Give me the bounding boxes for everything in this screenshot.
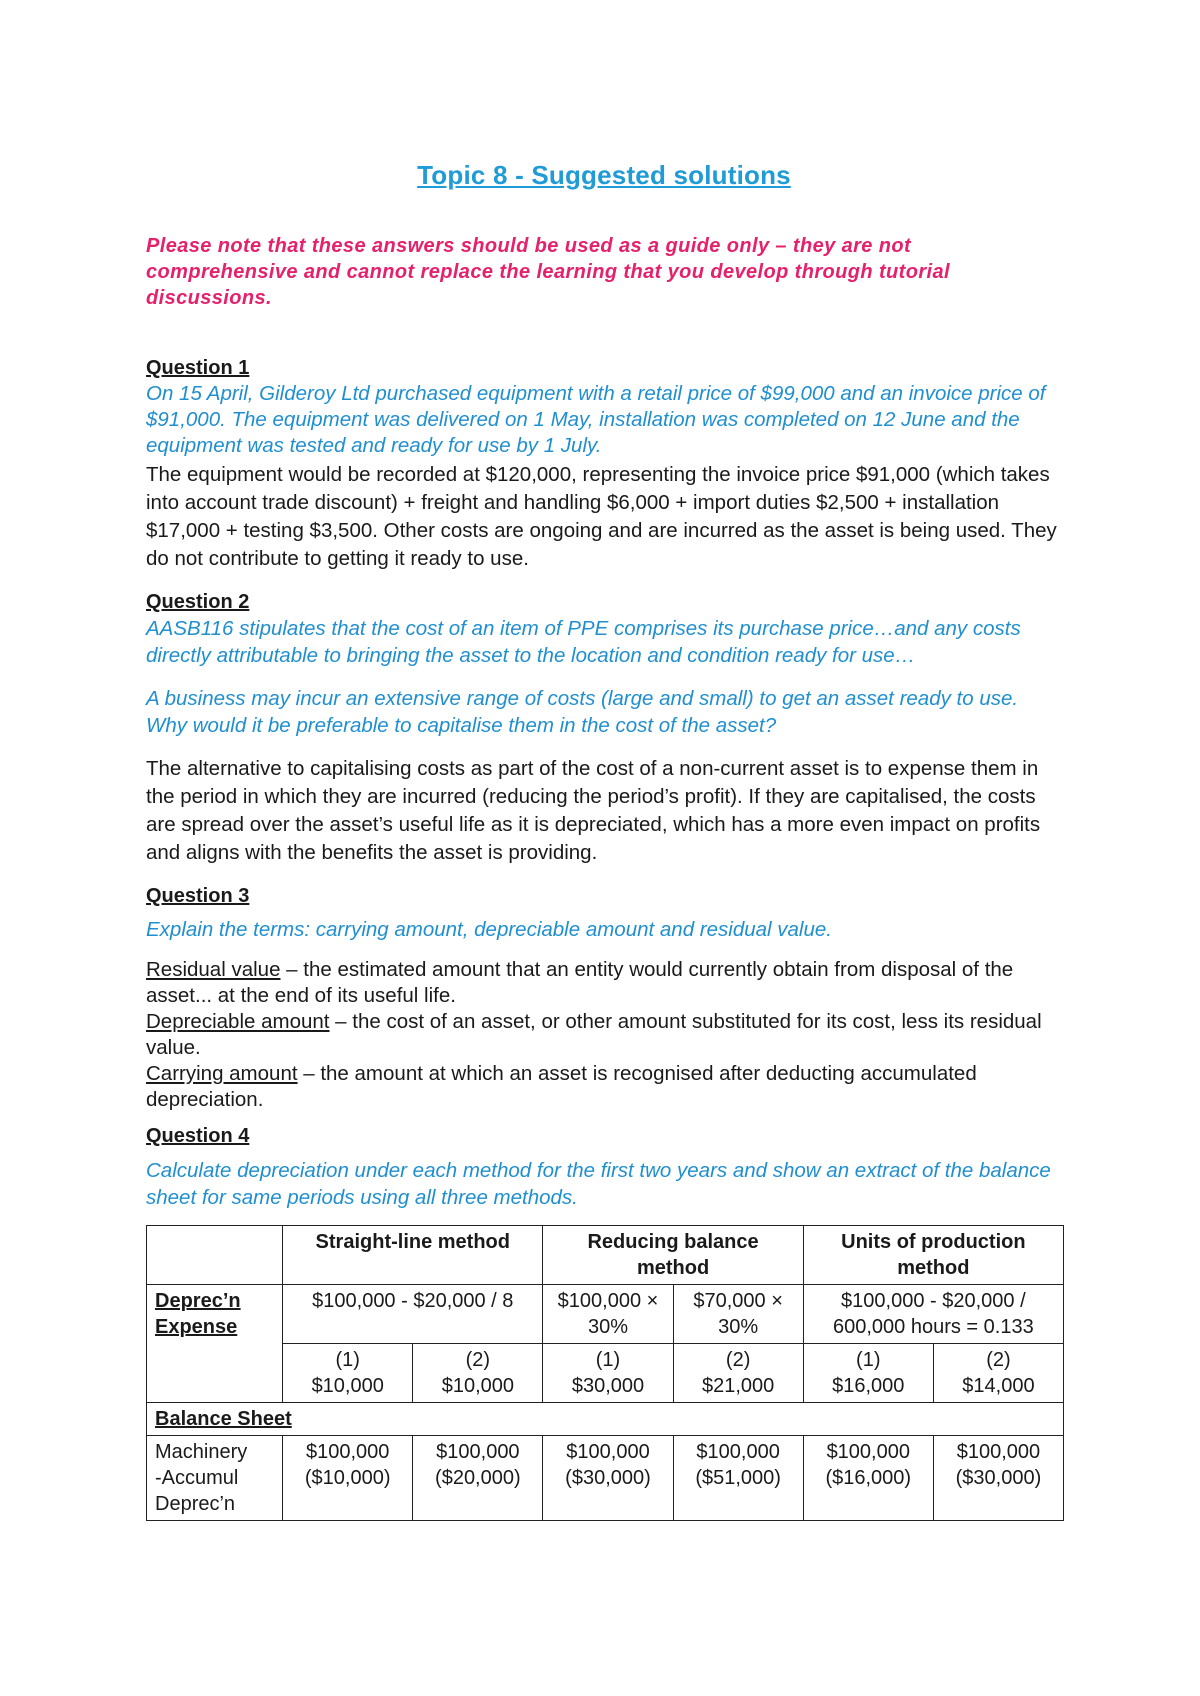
year-cell <box>803 1344 933 1403</box>
bs-accum: ($16,000) <box>825 1467 912 1489</box>
year-cell <box>283 1344 413 1403</box>
reducing-balance-formula-2: $70,000 × 30% <box>673 1285 803 1344</box>
bs-label-line: Machinery <box>155 1441 248 1463</box>
bs-accum: ($30,000) <box>565 1467 651 1489</box>
document-content <box>146 150 1062 1521</box>
year-value: $21,000 <box>701 1375 775 1397</box>
year-value: $16,000 <box>832 1375 905 1397</box>
reducing-balance-formula-1: $100,000 × 30% <box>543 1285 673 1344</box>
year-label: (2) <box>725 1349 751 1371</box>
term-label: Residual value <box>146 958 281 981</box>
table-row <box>147 1344 1064 1403</box>
header-units-of-production: Units of production method <box>803 1226 1063 1285</box>
question-2-prompt-2: A business may incur an extensive range of costs (large and small) to get an asset ready to use. Why would it be preferable to capitalise them in the cost of the asset? <box>146 687 1019 737</box>
header-reducing-balance: Reducing balance method <box>543 1226 803 1285</box>
question-4-prompt: Calculate depreciation under each method for the first two years and show an extract of the balance sheet for same periods using all three methods. <box>146 1159 1051 1209</box>
year-label: (2) <box>465 1349 491 1371</box>
page-title: Topic 8 - Suggested solutions <box>417 160 791 190</box>
depreciation-table <box>146 1225 1064 1521</box>
bs-cost: $100,000 <box>566 1441 650 1463</box>
term-definition: – the cost of an asset, or other amount substituted for its cost, less its residual value. <box>146 1010 1042 1059</box>
row-label-depreciation-expense <box>147 1285 283 1403</box>
bs-cost: $100,000 <box>306 1441 390 1463</box>
bs-accum: ($20,000) <box>435 1467 521 1489</box>
year-value: $14,000 <box>962 1375 1035 1397</box>
year-value: $30,000 <box>571 1375 645 1397</box>
bs-cell <box>283 1436 413 1521</box>
balance-sheet-row-label <box>147 1436 283 1521</box>
question-2-heading: Question 2 <box>146 591 250 613</box>
year-value: $10,000 <box>441 1375 514 1397</box>
term-depreciable-amount <box>146 1009 1062 1061</box>
term-residual-value <box>146 957 1062 1009</box>
bs-cell <box>413 1436 543 1521</box>
question-1-prompt: On 15 April, Gilderoy Ltd purchased equipment with a retail price of $99,000 and an invoice price of $91,000. The equipment was delivered on 1 May, installation was completed on 12 June and the equipment was tested and ready for use by 1 July. <box>146 382 1046 457</box>
question-4-heading: Question 4 <box>146 1125 250 1147</box>
table-header-row <box>147 1226 1064 1285</box>
question-2-answer: The alternative to capitalising costs as part of the cost of a non-current asset is to expense them in the period in which they are incurred (reducing the period’s profit). If they are capitalised, the costs are spread over the asset’s useful life as it is depreciated, which has a more even impact on profits and aligns with the benefits the asset is providing. <box>146 757 1041 864</box>
balance-sheet-heading <box>147 1403 1064 1436</box>
bs-accum: ($51,000) <box>695 1467 781 1489</box>
term-label: Carrying amount <box>146 1062 298 1085</box>
bs-cost: $100,000 <box>956 1441 1041 1463</box>
table-corner-cell <box>147 1226 283 1285</box>
header-straight-line: Straight-line method <box>283 1226 543 1285</box>
year-label: (1) <box>856 1349 881 1371</box>
year-cell <box>413 1344 543 1403</box>
bs-cell <box>673 1436 803 1521</box>
question-1-heading: Question 1 <box>146 357 250 379</box>
bs-cost: $100,000 <box>696 1441 780 1463</box>
term-label: Depreciable amount <box>146 1010 330 1033</box>
straight-line-formula: $100,000 - $20,000 / 8 <box>283 1285 543 1344</box>
row-label-line: Deprec’n <box>155 1290 241 1312</box>
year-cell <box>933 1344 1063 1403</box>
balance-sheet-label: Balance Sheet <box>155 1408 292 1430</box>
bs-accum: ($10,000) <box>304 1467 391 1489</box>
term-carrying-amount <box>146 1061 1062 1113</box>
bs-label-line: -Accumul <box>155 1467 239 1489</box>
bs-cell <box>933 1436 1063 1521</box>
year-label: (2) <box>986 1349 1011 1371</box>
year-value: $10,000 <box>311 1375 384 1397</box>
units-production-formula: $100,000 - $20,000 / 600,000 hours = 0.133 <box>803 1285 1063 1344</box>
question-1-answer: The equipment would be recorded at $120,000, representing the invoice price $91,000 (which takes into account trade discount) + freight and handling $6,000 + import duties $2,500 + installation $17,000 + testing $3,500. Other costs are ongoing and are incurred as the asset is being used. They do not contribute to getting it ready to use. <box>146 463 1057 570</box>
table-row <box>147 1403 1064 1436</box>
table-row <box>147 1436 1064 1521</box>
term-definition: – the amount at which an asset is recognised after deducting accumulated depreciation. <box>146 1062 977 1111</box>
bs-cell <box>543 1436 673 1521</box>
term-definition: – the estimated amount that an entity would currently obtain from disposal of the asset... at the end of its useful life. <box>146 958 1014 1007</box>
bs-cost: $100,000 <box>826 1441 910 1463</box>
question-2-prompt-1: AASB116 stipulates that the cost of an item of PPE comprises its purchase price…and any costs directly attributable to bringing the asset to the location and condition ready for use… <box>146 617 1021 667</box>
row-label-line: Expense <box>155 1316 238 1338</box>
question-3-heading: Question 3 <box>146 885 250 907</box>
bs-label-line: Deprec’n <box>155 1493 236 1515</box>
bs-cost: $100,000 <box>436 1441 520 1463</box>
disclaimer-note: Please note that these answers should be used as a guide only – they are not comprehensive and cannot replace the learning that you develop through tutorial discussions. <box>146 235 950 309</box>
year-cell <box>543 1344 673 1403</box>
year-label: (1) <box>335 1349 360 1371</box>
table-row <box>147 1285 1064 1344</box>
question-3-prompt: Explain the terms: carrying amount, depreciable amount and residual value. <box>146 918 832 941</box>
year-cell <box>673 1344 803 1403</box>
bs-accum: ($30,000) <box>955 1467 1042 1489</box>
year-label: (1) <box>595 1349 621 1371</box>
bs-cell <box>803 1436 933 1521</box>
